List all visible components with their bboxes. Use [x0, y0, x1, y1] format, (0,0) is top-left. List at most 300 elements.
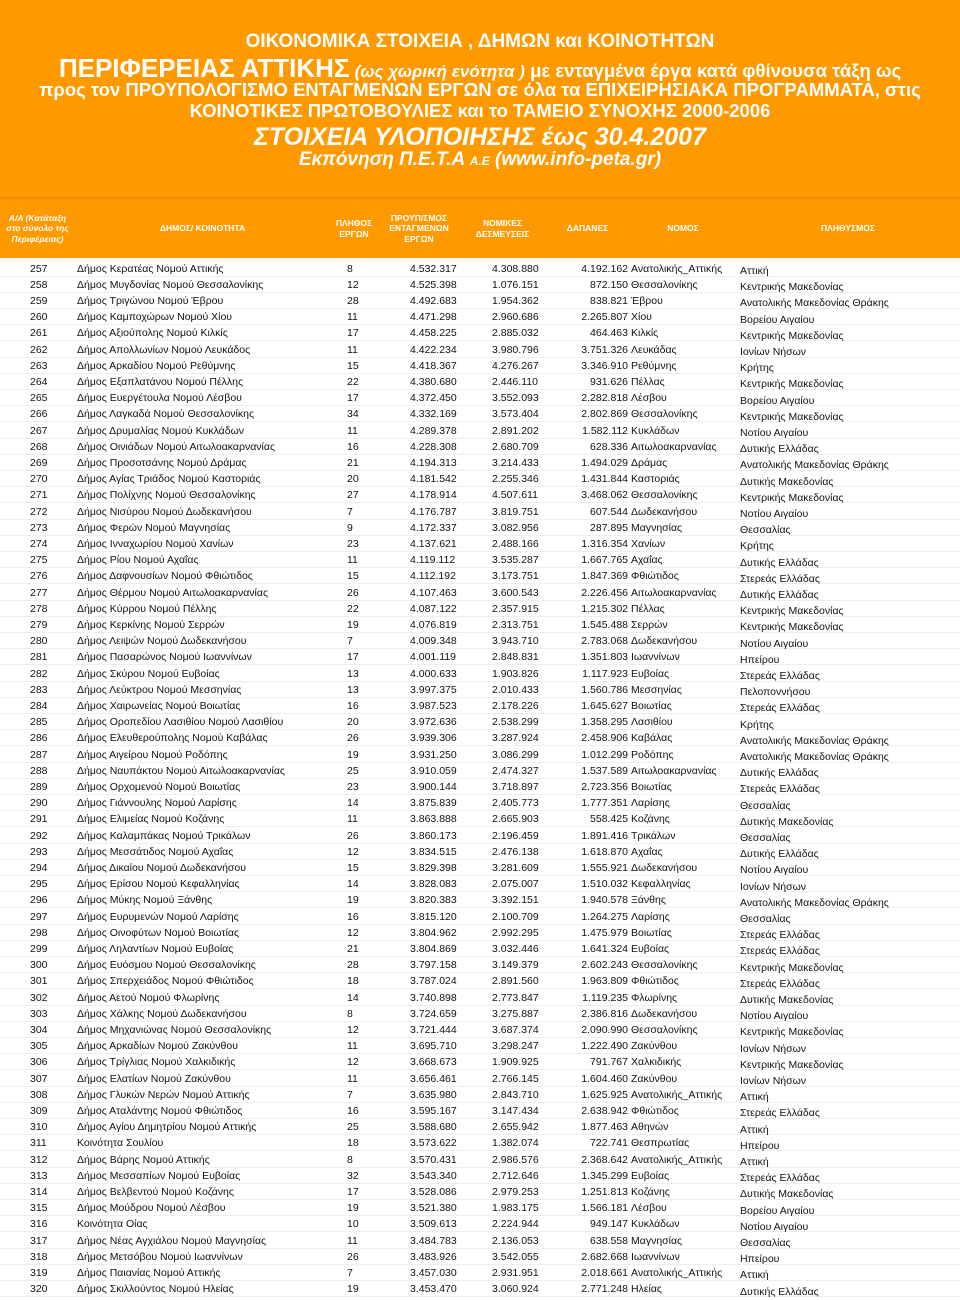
commitments-cell: 3.552.093	[492, 392, 539, 405]
commitments-cell: 2.986.576	[492, 1153, 539, 1166]
expenses-cell: 3.346.910	[581, 359, 628, 372]
expenses-cell: 2.783.068	[581, 635, 628, 648]
budget-cell: 3.787.024	[410, 975, 457, 988]
projects-count-cell: 10	[347, 1218, 359, 1231]
expenses-cell: 1.117.923	[582, 667, 628, 680]
budget-cell: 4.112.192	[410, 570, 456, 583]
region-cell: Θεσσαλίας	[740, 832, 791, 844]
projects-count-cell: 18	[347, 1137, 359, 1150]
region-cell: Θεσσαλίας	[740, 524, 791, 537]
municipality-cell: Δήμος Ελιμείας Νομού Κοζάνης	[77, 813, 225, 826]
expenses-cell: 1.215.302	[581, 602, 628, 615]
commitments-cell: 2.843.710	[492, 1088, 539, 1101]
expenses-cell: 1.545.488	[581, 618, 628, 631]
rank-cell: 296	[30, 894, 48, 907]
region-name: ΠΕΡΙΦΕΡΕΙΑΣ ΑΤΤΙΚΗΣ	[58, 53, 350, 83]
budget-cell: 4.087.122	[410, 602, 457, 615]
projects-count-cell: 25	[347, 764, 359, 777]
prefecture-cell: Ρεθύμνης	[631, 359, 677, 372]
expenses-cell: 1.777.351	[581, 797, 628, 810]
commitments-cell: 3.214.433	[492, 456, 539, 469]
municipality-cell: Κοινότητα Σουλίου	[77, 1137, 164, 1150]
projects-count-cell: 32	[347, 1169, 359, 1182]
budget-cell: 4.422.234	[410, 343, 457, 356]
budget-cell: 4.137.621	[410, 537, 457, 550]
municipality-cell: Δήμος Μύκης Νομού Ξάνθης	[77, 894, 213, 907]
prefecture-cell: Ηλείας	[631, 1283, 662, 1296]
commitments-cell: 1.382.074	[492, 1137, 539, 1150]
commitments-cell: 3.275.887	[492, 1007, 539, 1020]
table-row	[0, 406, 960, 422]
table-row	[0, 487, 960, 503]
municipality-cell: Δήμος Ελευθερούπολης Νομού Καβάλας	[77, 732, 268, 745]
table-row	[0, 439, 960, 455]
expenses-cell: 558.425	[590, 813, 628, 826]
budget-cell: 3.656.461	[410, 1072, 457, 1085]
region-cell: Νοτίου Αιγαίου	[740, 427, 809, 439]
budget-cell: 4.119.112	[410, 554, 456, 567]
prefecture-cell: Χίου	[631, 311, 652, 324]
rank-cell: 272	[30, 505, 48, 518]
municipality-cell: Δήμος Αρκαδίων Νομού Ζακύνθου	[77, 1040, 238, 1053]
region-cell: Κρήτης	[740, 718, 774, 731]
expenses-cell: 2.368.642	[581, 1153, 628, 1166]
region-cell: Νοτίου Αιγαίου	[740, 508, 809, 520]
budget-cell: 3.543.340	[410, 1169, 457, 1182]
municipality-cell: Δήμος Βελβεντού Νομού Κοζάνης	[77, 1185, 234, 1198]
budget-cell: 3.457.030	[410, 1266, 457, 1279]
region-cell: Ηπείρου	[740, 653, 780, 666]
budget-cell: 4.458.225	[410, 327, 457, 340]
municipality-cell: Δήμος Λεύκτρου Νομού Μεσσηνίας	[77, 683, 242, 696]
prefecture-cell: Χαλκιδικής	[631, 1056, 682, 1069]
rank-cell: 261	[30, 327, 48, 340]
commitments-cell: 3.281.609	[492, 861, 539, 874]
column-header-budget: ΠΡΟΥΠ/ΣΜΟΣ ΕΝΤΑΓΜΕΝΩΝ ΕΡΓΩΝ	[389, 212, 449, 244]
prefecture-cell: Δράμας	[631, 456, 668, 469]
municipality-cell: Δήμος Γλυκών Νερών Νομού Αττικής	[77, 1088, 250, 1101]
commitments-cell: 4.308.880	[492, 262, 539, 275]
expenses-cell: 1.251.813	[581, 1185, 628, 1198]
commitments-cell: 2.075.007	[492, 878, 539, 891]
region-cell: Κεντρικής Μακεδονίας	[740, 1026, 844, 1039]
region-note: (ως χωρική ενότητα )	[354, 62, 525, 81]
prefecture-cell: Ευβοίας	[631, 942, 670, 955]
rank-cell: 317	[30, 1234, 48, 1247]
region-cell: Θεσσαλίας	[740, 913, 791, 925]
prefecture-cell: Έβρου	[631, 294, 663, 307]
projects-count-cell: 15	[347, 359, 359, 372]
expenses-cell: 1.604.460	[581, 1072, 628, 1085]
rank-cell: 266	[30, 408, 48, 421]
table-row	[0, 277, 960, 293]
municipality-cell: Δήμος Οινοφύτων Νομού Βοιωτίας	[77, 926, 240, 939]
municipality-cell: Δήμος Βάρης Νομού Αττικής	[77, 1153, 210, 1166]
budget-cell: 3.987.523	[410, 699, 457, 712]
municipality-cell: Δήμος Ευρυμενών Νομού Λαρίσης	[77, 910, 239, 923]
projects-count-cell: 19	[347, 1283, 359, 1296]
prefecture-cell: Λαρίσης	[631, 910, 670, 923]
expenses-cell: 1.566.181	[581, 1202, 628, 1215]
projects-count-cell: 11	[347, 311, 358, 324]
rank-cell: 300	[30, 959, 48, 972]
budget-cell: 3.900.144	[410, 780, 457, 793]
credit-author: Εκπόνηση Π.Ε.Τ.Α	[298, 149, 465, 170]
table-row	[0, 1233, 960, 1249]
budget-cell: 3.804.869	[410, 942, 457, 955]
municipality-cell: Δήμος Ελατίων Νομού Ζακύνθου	[77, 1072, 231, 1085]
prefecture-cell: Μαγνησίας	[631, 521, 683, 534]
projects-count-cell: 14	[347, 878, 359, 891]
table-row	[0, 730, 960, 746]
expenses-cell: 1.940.578	[581, 894, 628, 907]
column-header-expenses: ΔΑΠΑΝΕΣ	[566, 223, 609, 234]
municipality-cell: Δήμος Ληλαντίων Νομού Ευβοίας	[77, 942, 234, 955]
commitments-cell: 2.960.686	[492, 311, 539, 324]
municipality-cell: Δήμος Μηχανιώνας Νομού Θεσσαλονίκης	[77, 1023, 272, 1036]
rank-cell: 285	[30, 716, 48, 729]
rank-cell: 277	[30, 586, 48, 599]
region-cell: Δυτικής Μακεδονίας	[740, 994, 834, 1006]
expenses-cell: 1.582.112	[582, 424, 628, 437]
rank-cell: 297	[30, 910, 48, 923]
table-row	[0, 682, 960, 698]
report-header	[0, 0, 960, 197]
municipality-cell: Δήμος Ερίσου Νομού Κεφαλληνίας	[77, 878, 240, 891]
municipality-cell: Δήμος Αρκαδίου Νομού Ρεθύμνης	[77, 359, 236, 372]
expenses-cell: 2.226.456	[581, 586, 628, 599]
expenses-cell: 2.638.942	[581, 1104, 628, 1117]
region-cell: Στερεάς Ελλάδας	[740, 783, 820, 796]
prefecture-cell: Κεφαλληνίας	[631, 878, 691, 891]
table-row	[0, 1054, 960, 1070]
expenses-cell: 722.741	[590, 1137, 628, 1150]
region-cell: Βορείου Αιγαίου	[740, 1204, 815, 1217]
projects-count-cell: 21	[347, 942, 359, 955]
table-row	[0, 601, 960, 617]
table-row	[0, 358, 960, 374]
prefecture-cell: Φλωρίνης	[631, 991, 678, 1004]
budget-cell: 3.875.839	[410, 797, 457, 810]
commitments-cell: 2.712.646	[492, 1169, 539, 1182]
commitments-cell: 2.357.915	[492, 602, 539, 615]
budget-cell: 3.724.659	[410, 1007, 457, 1020]
prefecture-cell: Αιτωλοακαρνανίας	[631, 764, 717, 777]
rank-cell: 276	[30, 570, 48, 583]
budget-cell: 4.289.378	[410, 424, 457, 437]
rank-cell: 299	[30, 942, 48, 955]
expenses-cell: 2.723.356	[581, 780, 628, 793]
expenses-cell: 1.475.979	[581, 926, 628, 939]
rank-cell: 275	[30, 554, 48, 567]
table-row	[0, 666, 960, 682]
table-row	[0, 649, 960, 665]
budget-cell: 3.860.173	[410, 829, 457, 842]
projects-count-cell: 15	[347, 570, 359, 583]
table-row	[0, 423, 960, 439]
commitments-cell: 3.149.379	[492, 959, 539, 972]
budget-cell: 3.797.158	[410, 959, 457, 972]
projects-count-cell: 16	[347, 699, 359, 712]
region-cell: Δυτικής Ελλάδας	[740, 767, 819, 780]
rank-cell: 288	[30, 764, 48, 777]
rank-cell: 284	[30, 699, 48, 712]
commitments-cell: 2.196.459	[492, 829, 539, 842]
rank-cell: 291	[30, 813, 48, 826]
prefecture-cell: Αθηνών	[631, 1121, 669, 1134]
prefecture-cell: Λευκάδας	[631, 343, 677, 356]
projects-count-cell: 22	[347, 602, 359, 615]
table-row	[0, 1168, 960, 1184]
expenses-cell: 2.282.818	[581, 392, 628, 405]
expenses-cell: 2.090.990	[581, 1023, 628, 1036]
table-row	[0, 455, 960, 471]
region-cell: Ανατολικής Μακεδονίας Θράκης	[740, 459, 889, 472]
region-cell: Ανατολικής Μακεδονίας Θράκης	[740, 751, 889, 763]
budget-cell: 3.635.980	[410, 1088, 457, 1101]
table-row	[0, 860, 960, 876]
table-row	[0, 1006, 960, 1022]
municipality-cell: Δήμος Λαγκαδά Νομού Θεσσαλονίκης	[77, 408, 255, 421]
prefecture-cell: Αχαΐας	[631, 554, 663, 567]
region-cell: Κρήτης	[740, 362, 774, 375]
report-subtitle-line-2: προς τον ΠΡΟΥΠΟΛΟΓΙΣΜΟ ΕΝΤΑΓΜΕΝΩΝ ΕΡΓΩΝ σε όλα τα ΕΠΙΧΕΙΡΗΣΙΑΚΑ ΠΡΟΓΡΑΜΜΑΤΑ, στις	[39, 79, 921, 100]
rank-cell: 279	[30, 618, 48, 631]
rank-cell: 318	[30, 1250, 48, 1263]
region-cell: Αττική	[740, 1156, 769, 1168]
rank-cell: 310	[30, 1121, 48, 1134]
municipality-cell: Κοινότητα Οίας	[77, 1218, 148, 1231]
region-cell: Ανατολικής Μακεδονίας Θράκης	[740, 734, 889, 747]
projects-count-cell: 22	[347, 375, 359, 388]
municipality-cell: Δήμος Προσοτσάνης Νομού Δράμας	[77, 456, 247, 469]
commitments-cell: 4.507.611	[492, 489, 538, 502]
table-row	[0, 1249, 960, 1265]
table-row	[0, 909, 960, 925]
expenses-cell: 287.895	[590, 521, 628, 534]
commitments-cell: 2.655.942	[492, 1121, 539, 1134]
expenses-cell: 2.602.243	[581, 959, 628, 972]
rank-cell: 274	[30, 537, 48, 550]
commitments-cell: 4.276.267	[492, 359, 539, 372]
projects-count-cell: 20	[347, 716, 359, 729]
subtitle-ranking: με ενταγμένα έργα κατά φθίνουσα τάξη ως	[530, 60, 902, 81]
commitments-cell: 2.885.032	[492, 327, 539, 340]
municipality-cell: Δήμος Χάλκης Νομού Δωδεκανήσου	[77, 1007, 247, 1020]
budget-cell: 3.528.086	[410, 1185, 457, 1198]
budget-cell: 4.178.914	[410, 489, 457, 502]
projects-count-cell: 11	[347, 424, 358, 437]
expenses-cell: 1.847.369	[581, 570, 628, 583]
region-cell: Κρήτης	[740, 540, 774, 553]
projects-count-cell: 17	[347, 327, 359, 340]
table-row	[0, 1038, 960, 1054]
municipality-cell: Δήμος Τριγώνου Νομού Έβρου	[77, 294, 224, 307]
budget-cell: 4.525.398	[410, 278, 457, 291]
expenses-cell: 607.544	[590, 505, 628, 518]
rank-cell: 293	[30, 845, 48, 858]
budget-cell: 4.076.819	[410, 618, 457, 631]
projects-count-cell: 16	[347, 1104, 359, 1117]
column-header-projects-count: ΠΛΗΘΟΣ ΕΡΓΩΝ	[335, 218, 373, 239]
rank-cell: 294	[30, 861, 48, 874]
region-cell: Κεντρικής Μακεδονίας	[740, 281, 844, 294]
rank-cell: 306	[30, 1056, 48, 1069]
table-row	[0, 309, 960, 325]
budget-cell: 3.740.898	[410, 991, 457, 1004]
table-row	[0, 1265, 960, 1281]
rank-cell: 281	[30, 651, 48, 664]
budget-cell: 3.595.167	[410, 1104, 457, 1117]
prefecture-cell: Ανατολικής_Αττικής	[631, 262, 723, 275]
municipality-cell: Δήμος Ρίου Νομού Αχαΐας	[77, 554, 199, 567]
rank-cell: 308	[30, 1088, 48, 1101]
prefecture-cell: Ανατολικής_Αττικής	[631, 1153, 723, 1166]
column-header-prefecture: ΝΟΜΟΣ	[667, 223, 699, 234]
commitments-cell: 3.298.247	[492, 1040, 539, 1053]
region-cell: Αττική	[740, 1123, 769, 1136]
budget-cell: 4.228.308	[410, 440, 457, 453]
expenses-cell: 949.147	[590, 1218, 628, 1231]
region-cell: Στερεάς Ελλάδας	[740, 977, 820, 990]
table-row	[0, 293, 960, 309]
municipality-cell: Δήμος Ευεργέτουλα Νομού Λέσβου	[77, 392, 242, 405]
projects-count-cell: 17	[347, 1185, 359, 1198]
municipality-cell: Δήμος Ινναχωρίου Νομού Χανίων	[77, 537, 234, 550]
commitments-cell: 1.076.151	[492, 278, 539, 291]
projects-count-cell: 19	[347, 1202, 359, 1215]
budget-cell: 4.001.119	[410, 651, 456, 664]
column-header-rank: Α/Α (Κατάταξη στο σύνολο της Περιφέρειας)	[6, 212, 69, 244]
projects-count-cell: 19	[347, 894, 359, 907]
region-cell: Νοτίου Αιγαίου	[740, 864, 809, 877]
expenses-cell: 3.751.326	[581, 343, 628, 356]
region-cell: Στερεάς Ελλάδας	[740, 1107, 820, 1120]
municipality-cell: Δήμος Μυγδονίας Νομού Θεσσαλονίκης	[77, 278, 264, 291]
projects-count-cell: 11	[347, 1072, 358, 1085]
commitments-cell: 2.538.299	[492, 716, 539, 729]
region-cell: Δυτικής Μακεδονίας	[740, 475, 834, 488]
rank-cell: 320	[30, 1283, 48, 1296]
expenses-cell: 931.626	[590, 375, 628, 388]
commitments-cell: 2.680.709	[492, 440, 539, 453]
municipality-cell: Δήμος Ναυπάκτου Νομού Αιτωλοακαρνανίας	[77, 764, 285, 777]
rank-cell: 316	[30, 1218, 48, 1231]
budget-cell: 3.509.613	[410, 1218, 457, 1231]
budget-cell: 3.939.306	[410, 732, 457, 745]
expenses-cell: 1.510.032	[581, 878, 628, 891]
prefecture-cell: Βοιωτίας	[631, 699, 672, 712]
budget-cell: 3.695.710	[410, 1040, 457, 1053]
report-subtitle-line-3: ΚΟΙΝΟΤΙΚΕΣ ΠΡΩΤΟΒΟΥΛΙΕΣ και το ΤΑΜΕΙΟ ΣΥΝΟΧΗΣ 2000-2006	[189, 100, 771, 121]
projects-count-cell: 28	[347, 959, 359, 972]
projects-count-cell: 11	[347, 554, 358, 567]
region-cell: Στερεάς Ελλάδας	[740, 702, 820, 715]
rank-cell: 263	[30, 359, 48, 372]
projects-count-cell: 15	[347, 861, 359, 874]
budget-cell: 3.834.515	[410, 845, 457, 858]
municipality-cell: Δήμος Απολλωνίων Νομού Λευκάδος	[77, 343, 251, 356]
table-row	[0, 876, 960, 892]
prefecture-cell: Φθιώτιδος	[631, 570, 679, 583]
expenses-cell: 2.458.906	[581, 732, 628, 745]
expenses-cell: 628.336	[590, 440, 628, 453]
expenses-cell: 4.192.162	[581, 262, 628, 275]
region-cell: Ιονίων Νήσων	[740, 1042, 807, 1055]
prefecture-cell: Βοιωτίας	[631, 780, 672, 793]
region-cell: Κεντρικής Μακεδονίας	[740, 1058, 844, 1071]
commitments-cell: 3.147.434	[492, 1104, 539, 1117]
prefecture-cell: Ανατολικής_Αττικής	[631, 1088, 723, 1101]
rank-cell: 282	[30, 667, 48, 680]
report-title: ΟΙΚΟΝΟΜΙΚΑ ΣΤΟΙΧΕΙΑ , ΔΗΜΩΝ και ΚΟΙΝΟΤΗΤΩΝ	[245, 31, 715, 52]
table-row	[0, 957, 960, 973]
projects-count-cell: 7	[347, 505, 353, 518]
commitments-cell: 3.173.751	[492, 570, 539, 583]
expenses-cell: 2.018.661	[581, 1266, 628, 1279]
prefecture-cell: Λαρίσης	[631, 797, 670, 810]
rank-cell: 295	[30, 878, 48, 891]
rank-cell: 313	[30, 1169, 48, 1182]
projects-count-cell: 17	[347, 651, 359, 664]
projects-count-cell: 26	[347, 732, 359, 745]
prefecture-cell: Ιωαννίνων	[631, 1250, 680, 1263]
region-cell: Στερεάς Ελλάδας	[740, 929, 820, 942]
municipality-cell: Δήμος Δικαίου Νομού Δωδεκανήσου	[77, 861, 246, 874]
rank-cell: 265	[30, 392, 48, 405]
table-row	[0, 698, 960, 714]
budget-cell: 3.588.680	[410, 1121, 457, 1134]
table-row	[0, 552, 960, 568]
commitments-cell: 2.255.346	[492, 473, 539, 486]
region-cell: Ανατολικής Μακεδονίας Θράκης	[740, 297, 889, 310]
expenses-cell: 1.641.324	[581, 942, 628, 955]
municipality-cell: Δήμος Σπερχειάδος Νομού Φθιώτιδος	[77, 975, 254, 988]
rank-cell: 319	[30, 1266, 48, 1279]
rank-cell: 290	[30, 797, 48, 810]
table-row	[0, 779, 960, 795]
expenses-cell: 3.468.062	[581, 489, 628, 502]
projects-count-cell: 13	[347, 667, 359, 680]
commitments-cell: 2.931.951	[492, 1266, 539, 1279]
commitments-cell: 2.136.053	[492, 1234, 539, 1247]
budget-cell: 4.332.169	[410, 408, 457, 421]
table-row	[0, 374, 960, 390]
table-row	[0, 990, 960, 1006]
commitments-cell: 3.573.404	[492, 408, 539, 421]
expenses-cell: 2.682.668	[581, 1250, 628, 1263]
projects-count-cell: 17	[347, 392, 359, 405]
projects-count-cell: 8	[347, 1007, 353, 1020]
commitments-cell: 3.535.287	[492, 554, 539, 567]
table-row	[0, 925, 960, 941]
region-cell: Δυτικής Ελλάδας	[740, 589, 819, 601]
expenses-cell: 1.264.275	[581, 910, 628, 923]
budget-cell: 3.484.783	[410, 1234, 457, 1247]
municipality-cell: Δήμος Πασαρώνος Νομού Ιωαννίνων	[77, 651, 252, 664]
prefecture-cell: Ιωαννίνων	[631, 651, 680, 664]
expenses-cell: 1.351.803	[581, 651, 628, 664]
prefecture-cell: Μαγνησίας	[631, 1234, 683, 1247]
budget-cell: 4.181.542	[410, 473, 457, 486]
region-cell: Θεσσαλίας	[740, 799, 791, 812]
prefecture-cell: Ζακύνθου	[631, 1040, 678, 1053]
table-row	[0, 390, 960, 406]
region-cell: Κεντρικής Μακεδονίας	[740, 491, 844, 504]
municipality-cell: Δήμος Πολίχνης Νομού Θεσσαλονίκης	[77, 489, 256, 502]
rank-cell: 268	[30, 440, 48, 453]
expenses-cell: 1.431.844	[581, 473, 628, 486]
